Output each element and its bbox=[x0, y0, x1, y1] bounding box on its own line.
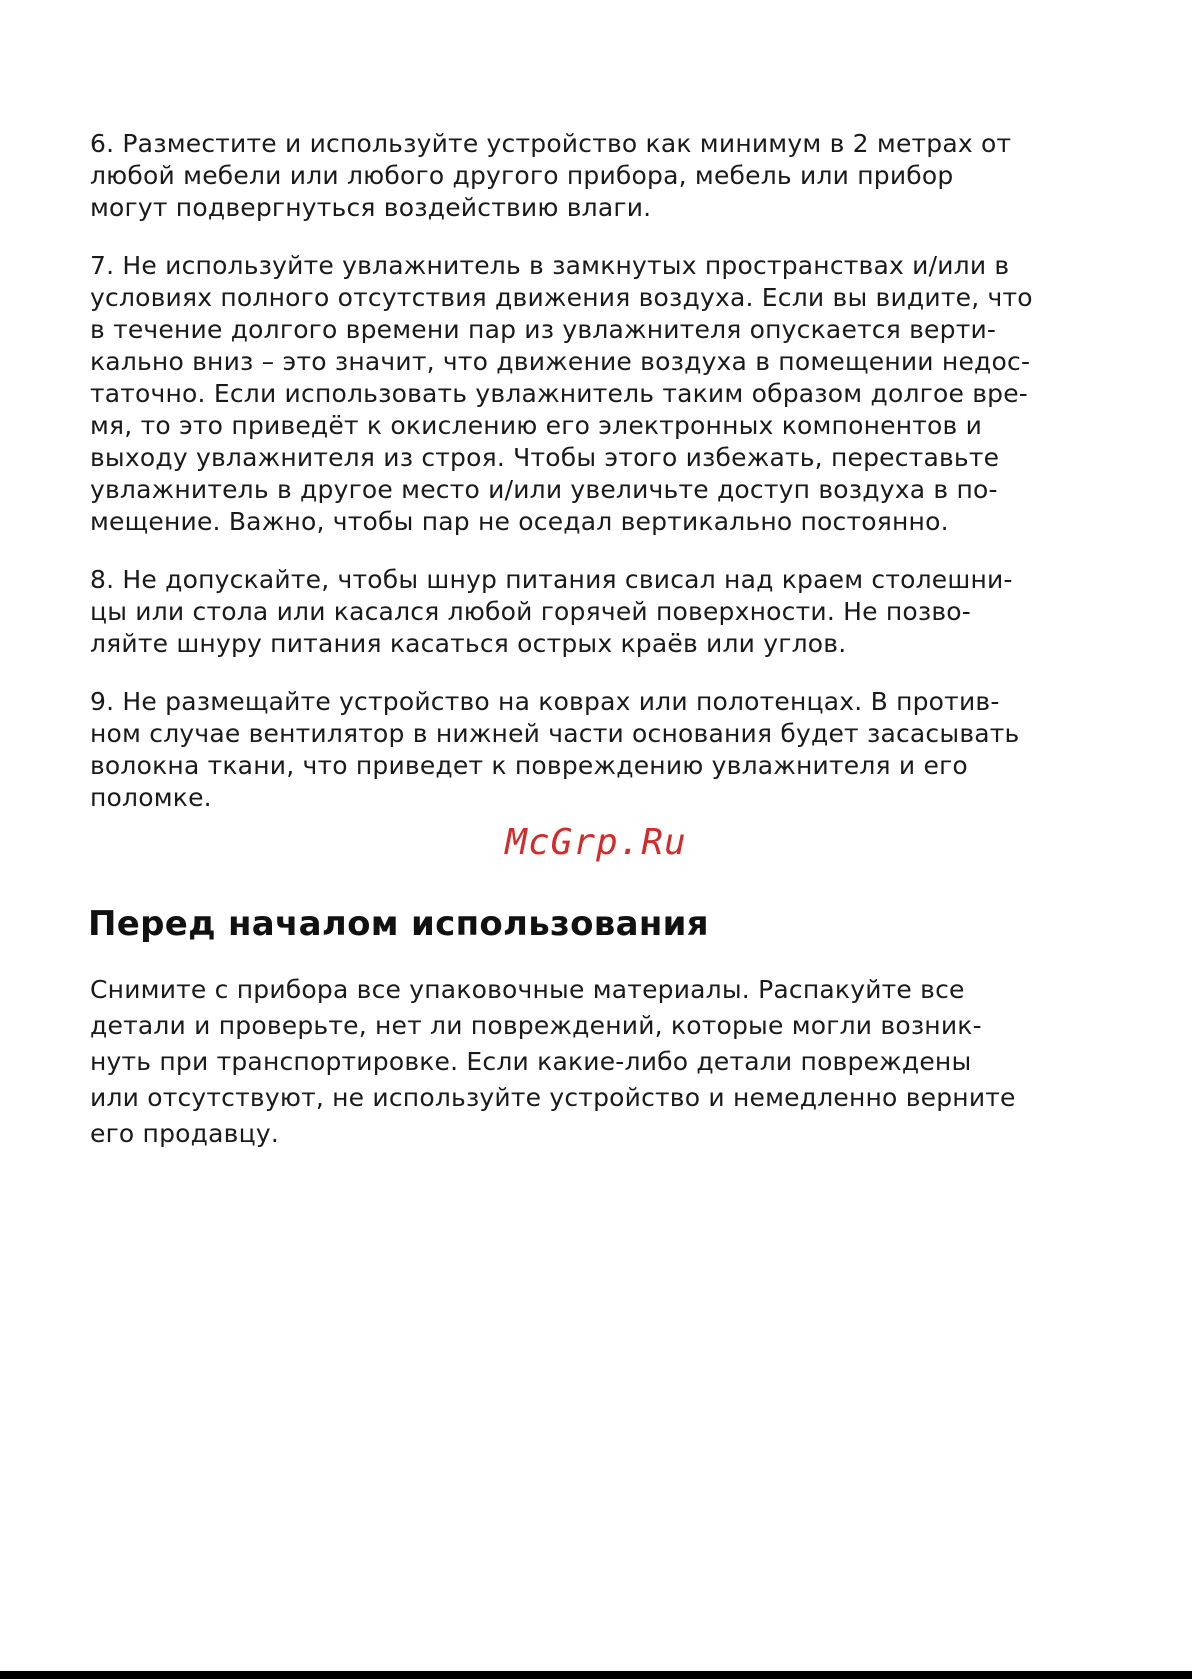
text-line: поломке. bbox=[90, 783, 212, 812]
instruction-item-7 bbox=[90, 250, 1102, 538]
watermark: McGrp.Ru bbox=[505, 822, 687, 863]
spacer bbox=[90, 660, 1102, 686]
section-heading: Перед началом использования bbox=[88, 904, 709, 944]
text-line: кально вниз – это значит, что движение воздуха в помещении недос- bbox=[90, 347, 1031, 376]
text-line: таточно. Если использовать увлажнитель таким образом долгое вре- bbox=[90, 379, 1028, 408]
text-line: мещение. Важно, чтобы пар не оседал вертикально постоянно. bbox=[90, 507, 949, 536]
spacer bbox=[90, 224, 1102, 250]
text-line: Снимите с прибора все упаковочные материалы. Распакуйте все bbox=[90, 975, 965, 1004]
instruction-item-9 bbox=[90, 686, 1102, 814]
spacer bbox=[90, 538, 1102, 564]
text-line: 6. Разместите и используйте устройство как минимум в 2 метрах от bbox=[90, 129, 1012, 158]
text-line: 9. Не размещайте устройство на коврах или полотенцах. В против- bbox=[90, 687, 1000, 716]
text-line: выходу увлажнителя из строя. Чтобы этого избежать, переставьте bbox=[90, 443, 1000, 472]
text-line: увлажнитель в другое место и/или увеличьте доступ воздуха в по- bbox=[90, 475, 998, 504]
text-line: нуть при транспортировке. Если какие-либо детали повреждены bbox=[90, 1047, 972, 1076]
text-line: его продавцу. bbox=[90, 1119, 279, 1148]
instructions-list bbox=[90, 128, 1102, 814]
text-line: детали и проверьте, нет ли повреждений, которые могли возник- bbox=[90, 1011, 982, 1040]
text-line: цы или стола или касался любой горячей поверхности. Не позво- bbox=[90, 597, 972, 626]
page-bottom-border bbox=[0, 1671, 1192, 1679]
instruction-item-6 bbox=[90, 128, 1102, 224]
text-line: мя, то это приведёт к окислению его электронных компонентов и bbox=[90, 411, 983, 440]
instruction-item-8 bbox=[90, 564, 1102, 660]
text-line: ном случае вентилятор в нижней части основания будет засасывать bbox=[90, 719, 1020, 748]
text-line: 7. Не используйте увлажнитель в замкнутых пространствах и/или в bbox=[90, 251, 1010, 280]
text-line: в течение долгого времени пар из увлажнителя опускается верти- bbox=[90, 315, 997, 344]
text-line: ляйте шнуру питания касаться острых краёв или углов. bbox=[90, 629, 847, 658]
text-line: любой мебели или любого другого прибора, мебель или прибор bbox=[90, 161, 954, 190]
section-body bbox=[90, 972, 1102, 1152]
text-line: или отсутствуют, не используйте устройство и немедленно верните bbox=[90, 1083, 1016, 1112]
text-line: могут подвергнуться воздействию влаги. bbox=[90, 193, 652, 222]
text-line: волокна ткани, что приведет к повреждению увлажнителя и его bbox=[90, 751, 968, 780]
text-line: условиях полного отсутствия движения воздуха. Если вы видите, что bbox=[90, 283, 1033, 312]
text-line: 8. Не допускайте, чтобы шнур питания свисал над краем столешни- bbox=[90, 565, 1013, 594]
